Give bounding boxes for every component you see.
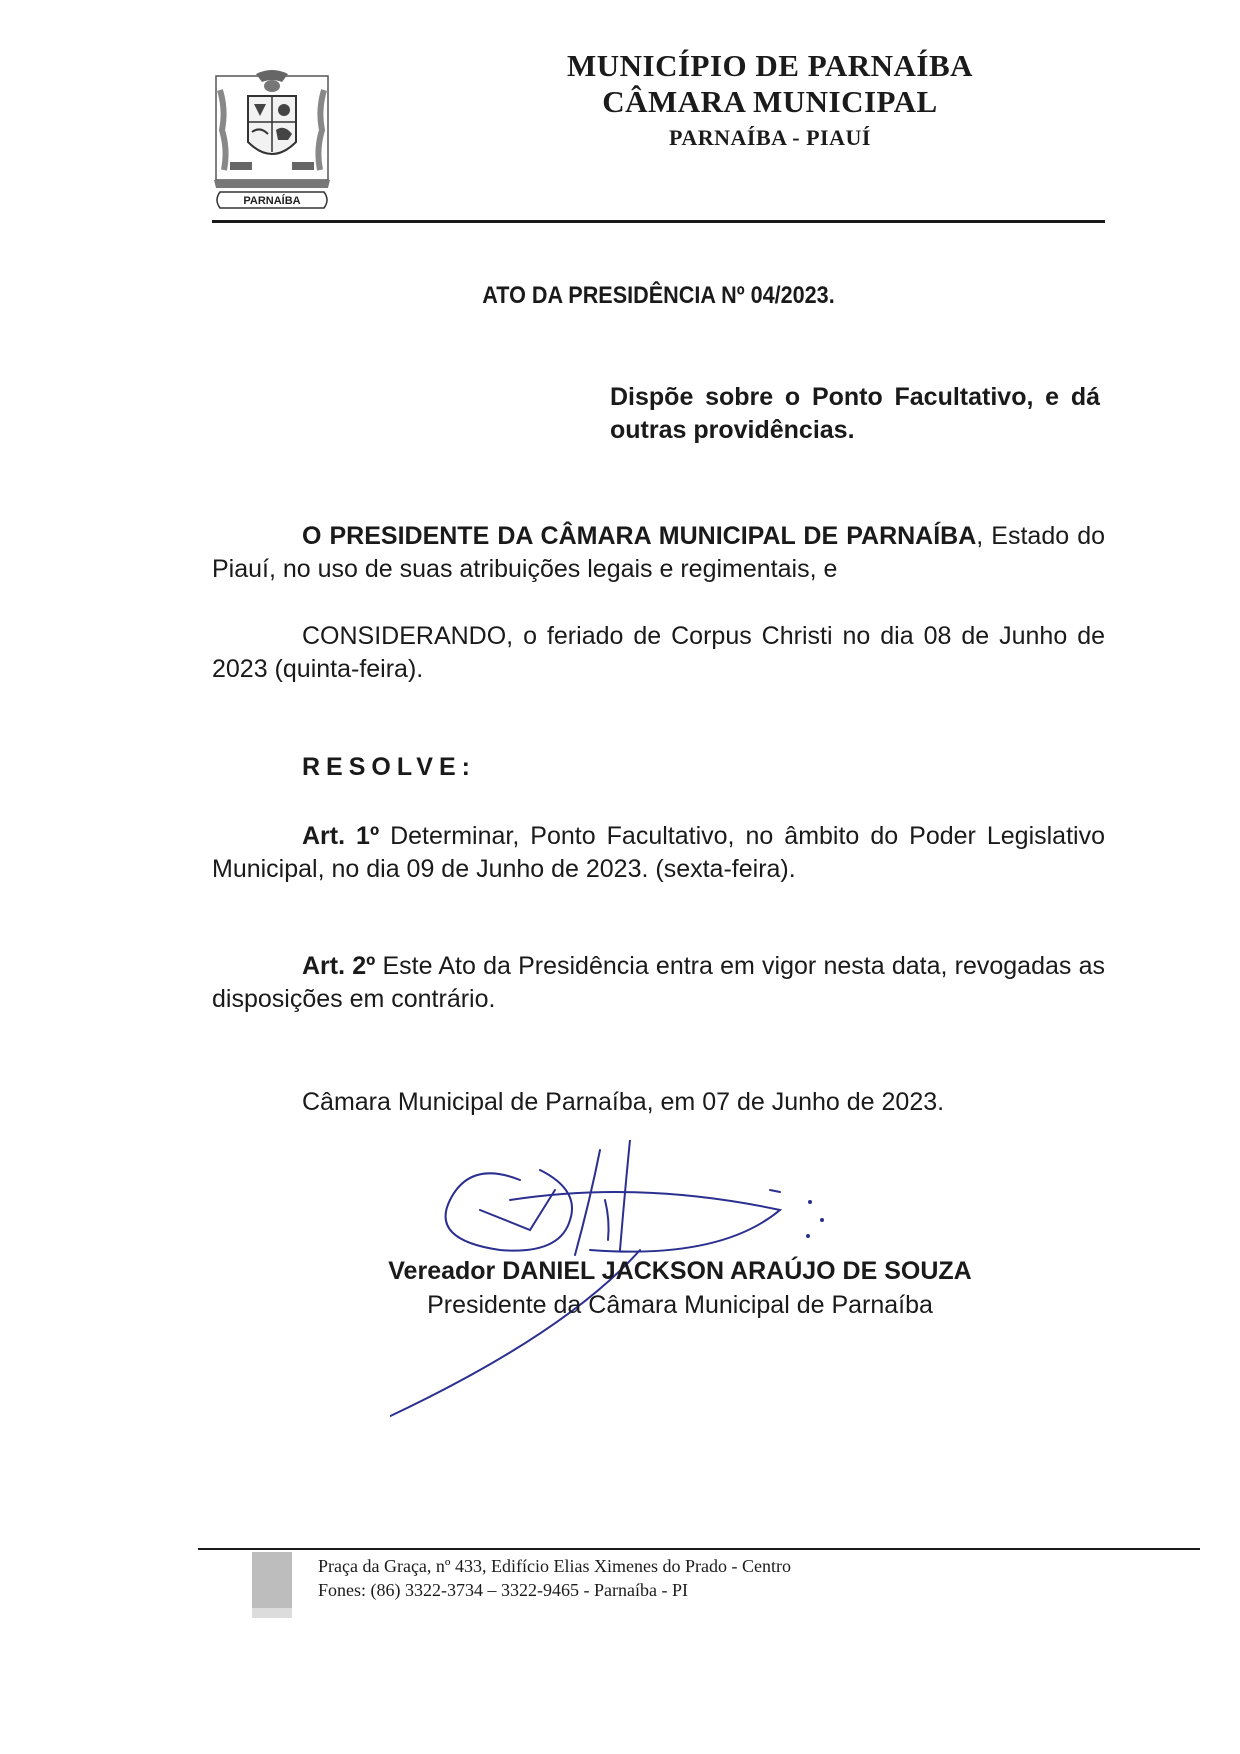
- footer-logo-block: [252, 1552, 292, 1608]
- municipality-title: MUNICÍPIO DE PARNAÍBA: [566, 48, 974, 83]
- coat-of-arms-icon: [212, 70, 332, 216]
- resolve-heading: RESOLVE:: [302, 753, 476, 781]
- header-divider: [212, 220, 1105, 223]
- article-2-text: Este Ato da Presidência entra em vigor nesta data, revogadas as disposições em contrário.: [212, 952, 1105, 1013]
- crest-label: PARNAÍBA: [243, 195, 301, 207]
- preamble-bold: O PRESIDENTE DA CÂMARA MUNICIPAL DE PARNAÍBA: [302, 522, 977, 550]
- signer-block: [300, 1254, 1060, 1322]
- document-title: ATO DA PRESIDÊNCIA Nº 04/2023.: [482, 282, 835, 309]
- preamble-rest: , Estado do Piauí, no uso de suas atribuições legais e regimentais, e: [212, 522, 1105, 583]
- footer-divider: [198, 1548, 1200, 1550]
- footer-logo-shadow: [252, 1608, 292, 1618]
- article-2: [212, 950, 1105, 1016]
- footer-phones: Fones: (86) 3322-3734 – 3322-9465 - Parnaíba - PI: [318, 1580, 688, 1600]
- footer-address: Praça da Graça, nº 433, Edifício Elias Ximenes do Prado - Centro: [318, 1556, 791, 1576]
- city-state: PARNAÍBA - PIAUÍ: [669, 125, 871, 150]
- letterhead: [430, 48, 1110, 156]
- preamble-paragraph: [212, 520, 1105, 586]
- footer: [318, 1554, 791, 1602]
- closing-date: Câmara Municipal de Parnaíba, em 07 de Junho de 2023.: [302, 1088, 945, 1116]
- document-ementa: Dispõe sobre o Ponto Facultativo, e dá outras providências.: [610, 383, 1100, 444]
- article-2-label: Art. 2º: [302, 952, 376, 980]
- article-1: [212, 820, 1105, 886]
- considerando-paragraph: CONSIDERANDO, o feriado de Corpus Christi no dia 08 de Junho de 2023 (quinta-feira).: [212, 622, 1105, 683]
- chamber-title: CÂMARA MUNICIPAL: [602, 84, 938, 119]
- signer-role: Presidente da Câmara Municipal de Parnaíba: [427, 1291, 933, 1319]
- article-1-text: Determinar, Ponto Facultativo, no âmbito do Poder Legislativo Municipal, no dia 09 de Junho de 2023. (sexta-feira).: [212, 822, 1105, 883]
- article-1-label: Art. 1º: [302, 822, 380, 850]
- signer-name: Vereador DANIEL JACKSON ARAÚJO DE SOUZA: [388, 1257, 972, 1285]
